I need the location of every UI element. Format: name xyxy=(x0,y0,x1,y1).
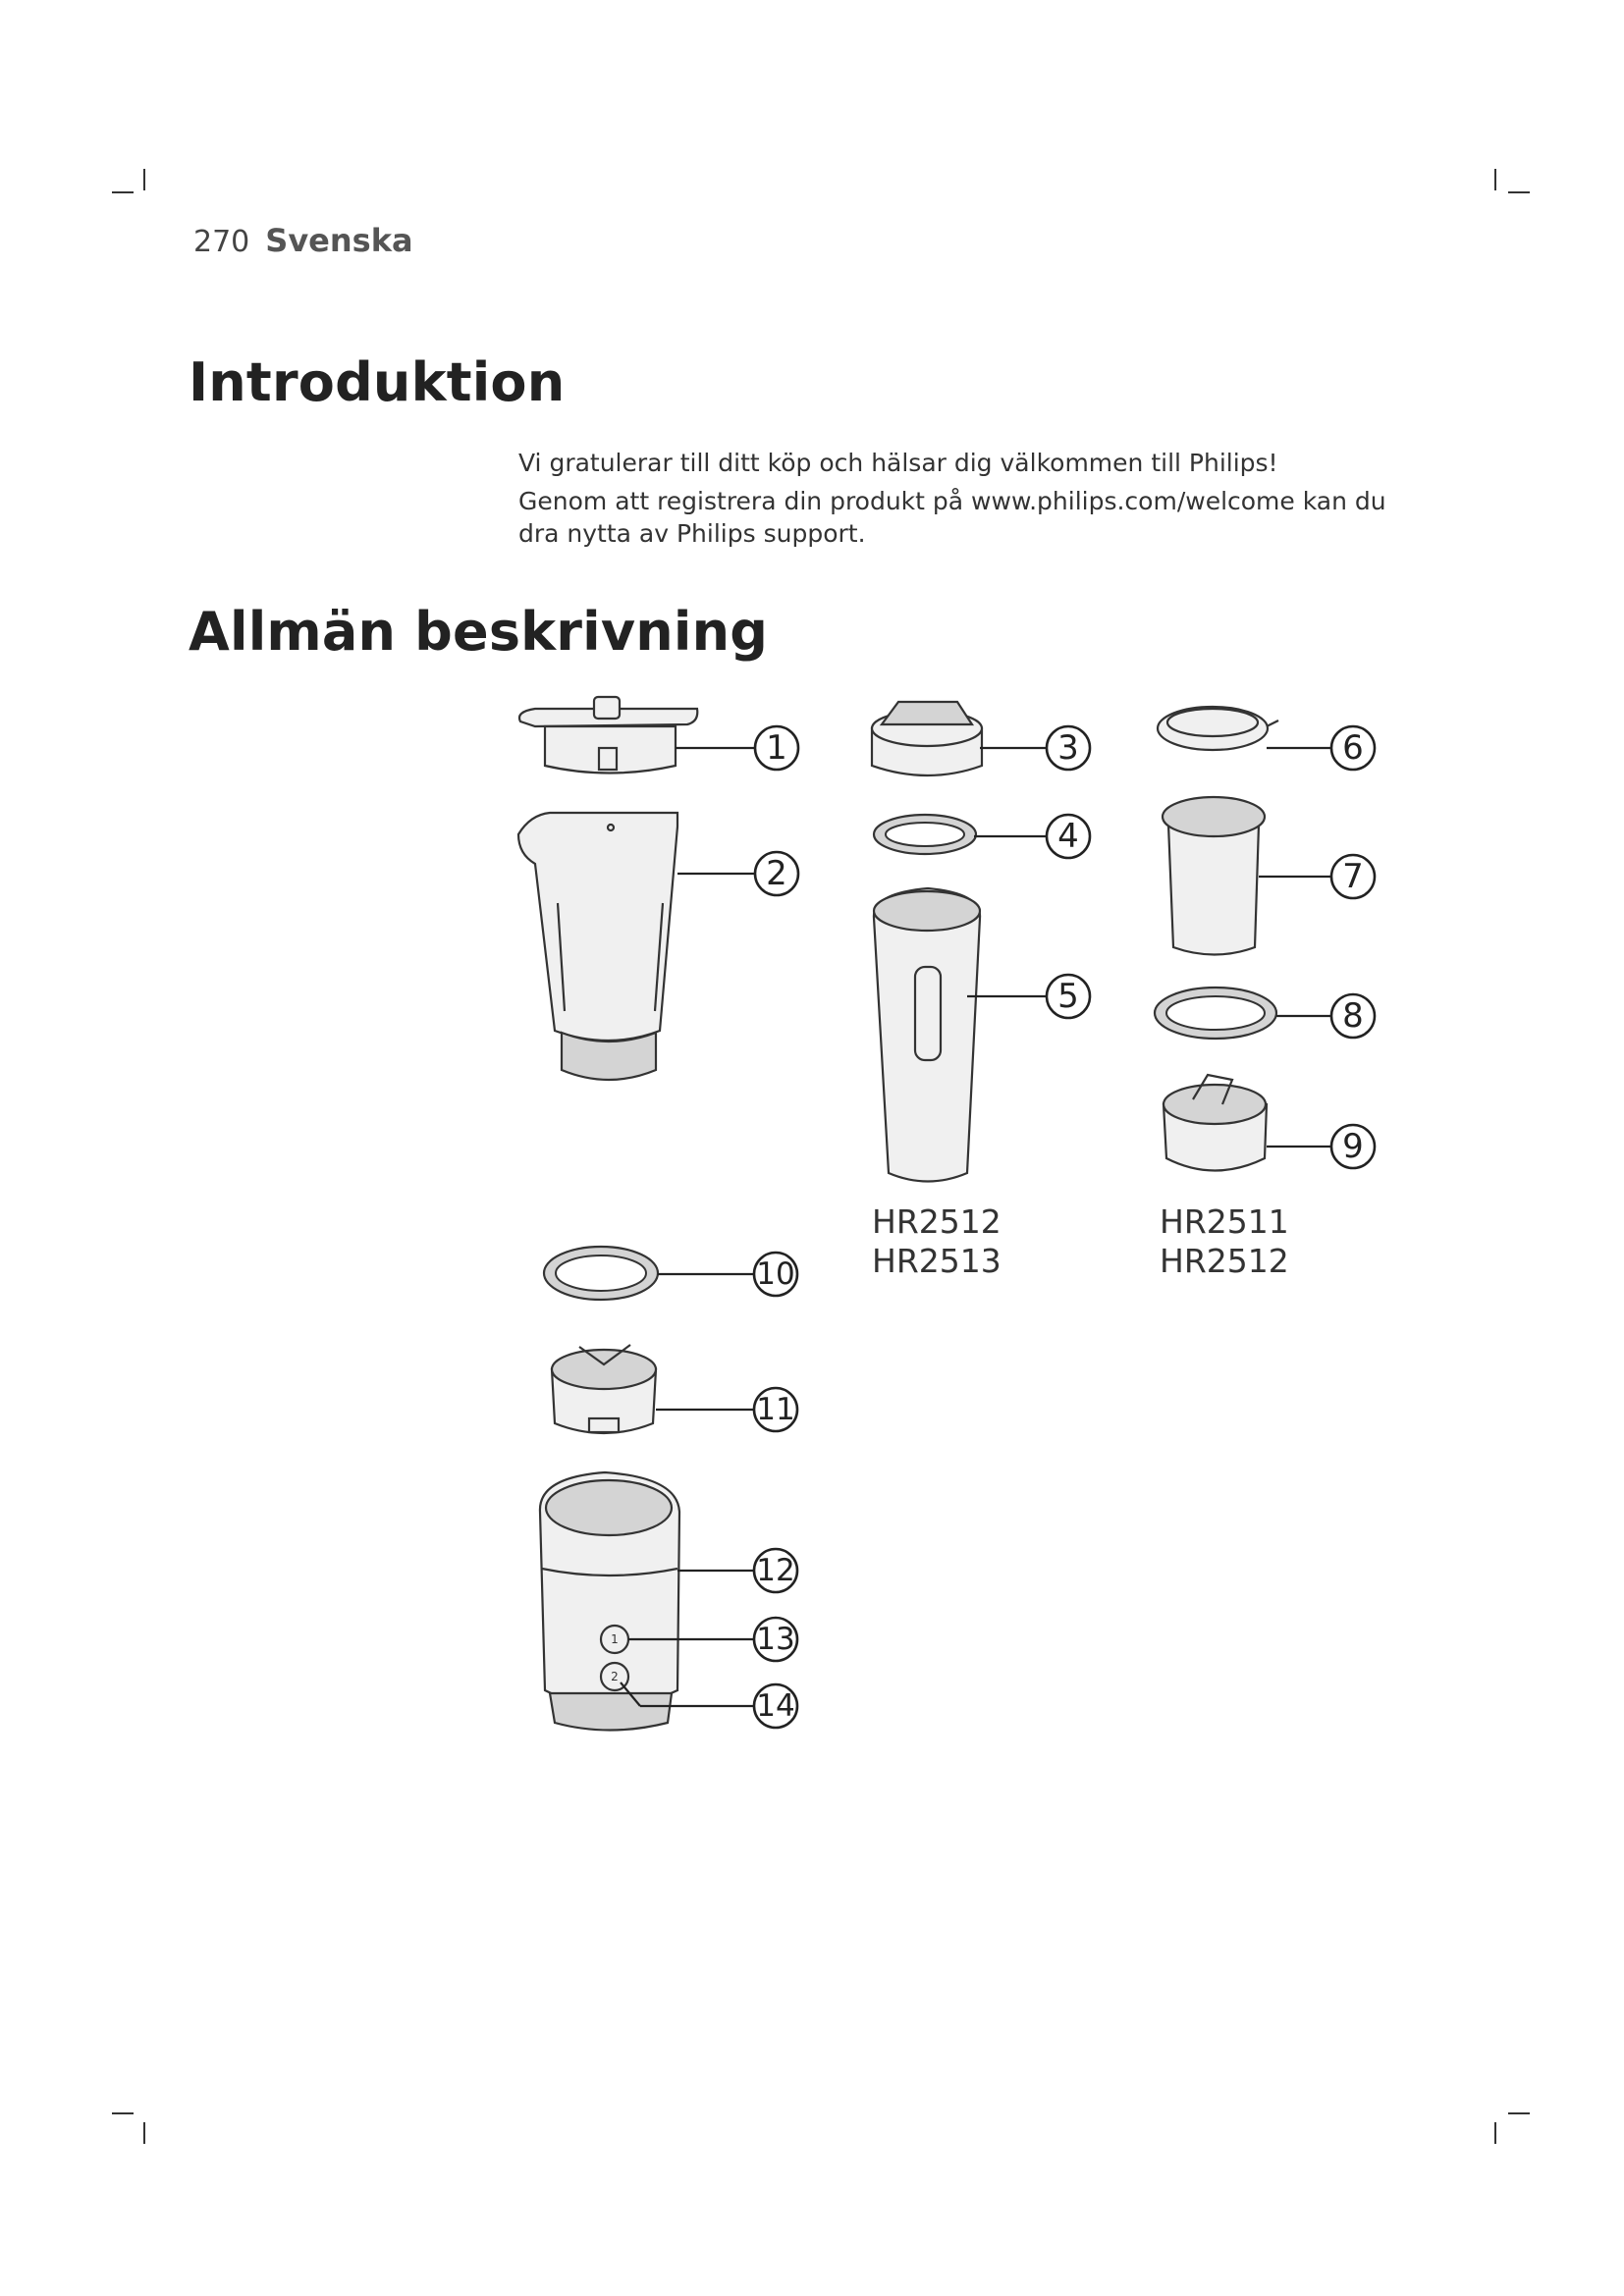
callout-10 xyxy=(754,1253,797,1296)
part-2-jar-illustration xyxy=(518,813,677,1080)
intro-paragraph: Genom att registrera din produkt på www.philips.com/welcome kan du dra nytta av Philips support. xyxy=(518,487,1386,548)
callout-number: 14 xyxy=(756,1688,795,1724)
button-mark-2: 2 xyxy=(611,1670,619,1683)
callout-number: 4 xyxy=(1057,817,1079,856)
callout-number: 5 xyxy=(1057,977,1079,1016)
callout-3 xyxy=(1047,726,1090,770)
callout-1 xyxy=(755,726,798,770)
part-7-cup-illustration xyxy=(1163,797,1265,955)
callout-14 xyxy=(754,1684,797,1728)
part-9-blade-unit-illustration xyxy=(1164,1075,1267,1171)
callout-number: 8 xyxy=(1342,996,1364,1036)
callout-7 xyxy=(1331,855,1375,898)
callout-13 xyxy=(754,1618,797,1661)
part-5-bottle-illustration xyxy=(874,888,980,1182)
callout-number: 10 xyxy=(756,1256,795,1292)
section-title-general-description: Allmän beskrivning xyxy=(189,601,769,663)
callout-4 xyxy=(1047,815,1090,858)
intro-paragraph: Vi gratulerar till ditt köp och hälsar dig välkommen till Philips! xyxy=(518,449,1278,477)
callout-number: 2 xyxy=(766,854,787,893)
button-mark-1: 1 xyxy=(611,1632,619,1646)
model-label: HR2511 xyxy=(1160,1202,1289,1241)
callout-11 xyxy=(754,1388,797,1431)
callout-number: 6 xyxy=(1342,728,1364,768)
language-label: Svenska xyxy=(265,222,413,259)
part-6-cup-lid-illustration xyxy=(1158,707,1278,750)
part-12-motor-unit-illustration xyxy=(540,1472,679,1731)
section-title-introduction: Introduktion xyxy=(189,351,566,413)
callout-number: 11 xyxy=(756,1392,795,1427)
callout-9 xyxy=(1331,1125,1375,1168)
model-label: HR2512 xyxy=(872,1202,1001,1241)
callout-number: 13 xyxy=(756,1622,795,1657)
part-4-seal-ring-illustration xyxy=(874,815,976,854)
callout-5 xyxy=(1047,975,1090,1018)
callout-number: 12 xyxy=(756,1553,795,1588)
part-8-seal-ring-illustration xyxy=(1155,988,1276,1039)
model-label: HR2513 xyxy=(872,1242,1001,1280)
callout-12 xyxy=(754,1549,797,1592)
model-label: HR2512 xyxy=(1160,1242,1289,1280)
part-10-seal-ring-illustration xyxy=(544,1247,658,1300)
callout-number: 3 xyxy=(1057,728,1079,768)
page-number: 270 xyxy=(193,225,250,259)
part-3-togo-lid-illustration xyxy=(872,702,982,775)
callout-8 xyxy=(1331,994,1375,1038)
part-1-lid-illustration xyxy=(519,697,697,774)
callout-2 xyxy=(755,852,798,895)
callout-6 xyxy=(1331,726,1375,770)
callout-number: 9 xyxy=(1342,1127,1364,1166)
callout-number: 7 xyxy=(1342,857,1364,896)
part-11-blade-unit-illustration xyxy=(552,1345,656,1433)
callout-number: 1 xyxy=(766,728,787,768)
